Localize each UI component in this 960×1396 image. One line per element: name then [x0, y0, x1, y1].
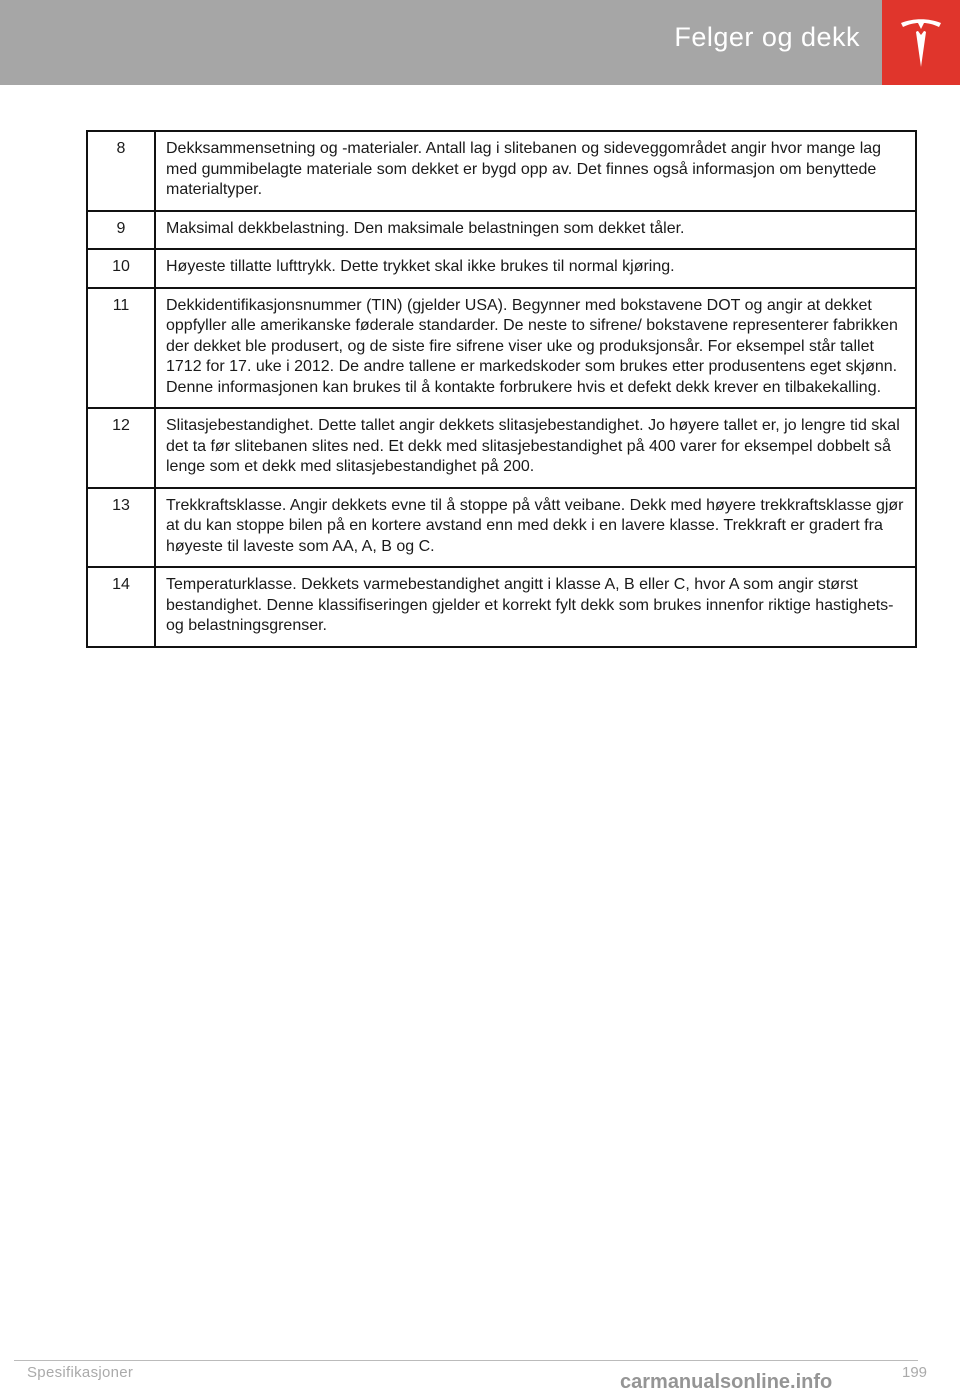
row-description: Temperaturklasse. Dekkets varmebestandighet angitt i klasse A, B eller C, hvor A som angir størst bestandighet. Denne klassifiseringen gjelder et korrekt fylt dekk som brukes innenfor riktige hastighets- og belastningsgrenser. — [155, 567, 916, 647]
footer-section-name: Spesifikasjoner — [27, 1364, 134, 1381]
table-row — [87, 288, 916, 409]
tesla-t-logo-icon — [899, 17, 943, 69]
brand-logo — [882, 0, 960, 85]
row-number: 12 — [87, 408, 155, 488]
table-row — [87, 567, 916, 647]
row-number: 11 — [87, 288, 155, 409]
page-title: Felger og dekk — [674, 22, 860, 52]
row-description: Høyeste tillatte lufttrykk. Dette trykket skal ikke brukes til normal kjøring. — [155, 249, 916, 288]
row-description: Slitasjebestandighet. Dette tallet angir dekkets slitasjebestandighet. Jo høyere tallet er, jo lengre tid skal det ta før slitebanen slites ned. Et dekk med slitasjebestandighet på 400 varer for eksempel dobbelt så lenge som et dekk med slitasjebestandighet på 200. — [155, 408, 916, 488]
row-number: 9 — [87, 211, 155, 250]
table-row — [87, 211, 916, 250]
page-header — [0, 0, 960, 85]
watermark: carmanualsonline.info — [620, 1371, 833, 1393]
row-number: 8 — [87, 131, 155, 211]
table-row — [87, 408, 916, 488]
row-number: 13 — [87, 488, 155, 568]
table-row — [87, 488, 916, 568]
page-number: 199 — [902, 1364, 928, 1381]
tire-marking-table — [86, 130, 917, 648]
table-row — [87, 249, 916, 288]
row-description: Dekksammensetning og -materialer. Antall lag i slitebanen og sideveggområdet angir hvor mange lag med gummibelagte materiale som dekket er bygd opp av. Det finnes også informasjon om benyttede materialtyper. — [155, 131, 916, 211]
row-description: Dekkidentifikasjonsnummer (TIN) (gjelder USA). Begynner med bokstavene DOT og angir at dekket oppfyller alle amerikanske føderale standarder. De neste to sifrene/ bokstavene representerer fabrikken der dekket ble produsert, og de siste fire sifrene viser uke og produksjonsår. For eksempel står tallet 1712 for 17. uke i 2012. De andre tallene er markedskoder som brukes etter produsentens eget skjønn. Denne informasjonen kan brukes til å kontakte forbrukere hvis et defekt dekk krever en tilbakekalling. — [155, 288, 916, 409]
row-description: Maksimal dekkbelastning. Den maksimale belastningen som dekket tåler. — [155, 211, 916, 250]
row-number: 14 — [87, 567, 155, 647]
row-number: 10 — [87, 249, 155, 288]
table-row — [87, 131, 916, 211]
footer-divider — [14, 1360, 918, 1361]
row-description: Trekkraftsklasse. Angir dekkets evne til å stoppe på vått veibane. Dekk med høyere trekkraftsklasse gjør at du kan stoppe bilen på en kortere avstand enn med dekk i en lavere klasse. Trekkraft er gradert fra høyeste til laveste som AA, A, B og C. — [155, 488, 916, 568]
